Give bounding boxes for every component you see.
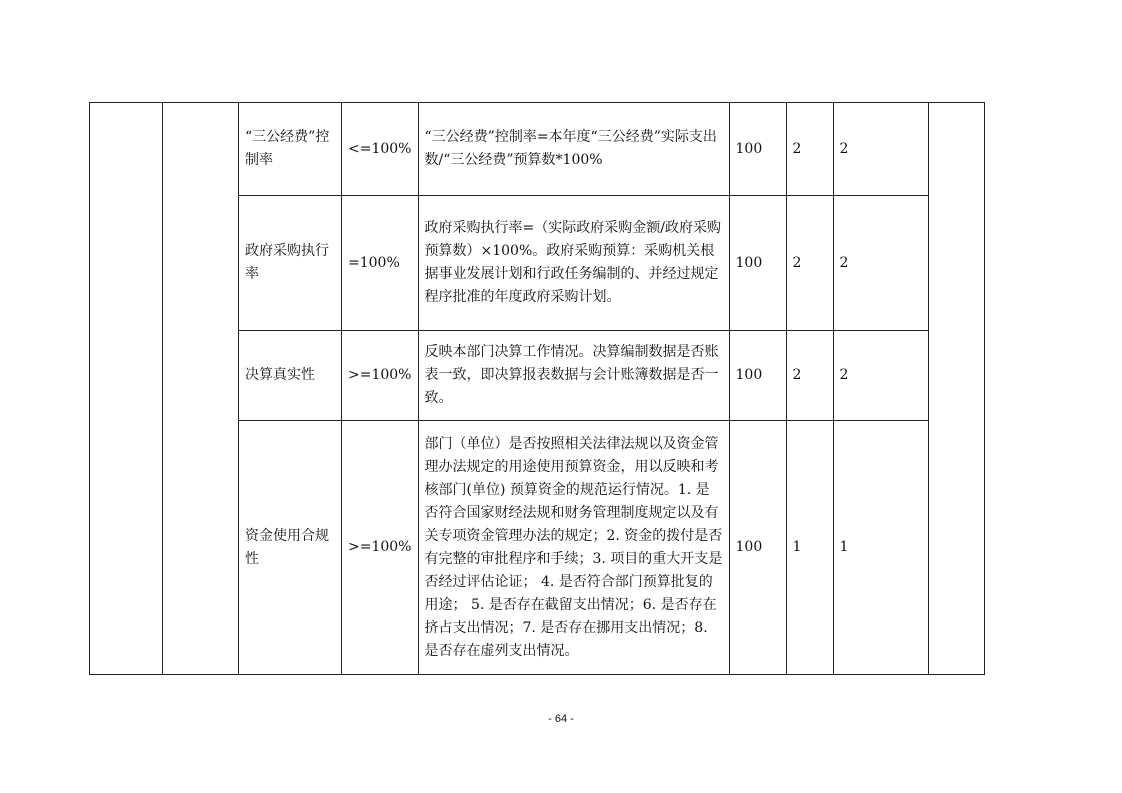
weight-cell: 100 — [729, 103, 786, 196]
weight-cell: 100 — [729, 421, 786, 675]
target-value-cell: >=100% — [342, 421, 419, 675]
score-cell: 2 — [786, 103, 833, 196]
actual-score-cell: 2 — [833, 331, 928, 421]
performance-indicator-table — [89, 102, 985, 675]
score-cell: 1 — [786, 421, 833, 675]
target-value-cell: <=100% — [342, 103, 419, 196]
weight-cell: 100 — [729, 196, 786, 331]
indicator-description-cell: 反映本部门决算工作情况。决算编制数据是否账表一致，即决算报表数据与会计账簿数据是否一致。 — [418, 331, 729, 421]
remarks-cell — [928, 103, 984, 675]
actual-score-cell: 1 — [833, 421, 928, 675]
secondary-indicator-cell — [163, 103, 239, 675]
indicator-name-cell: “三公经费”控制率 — [239, 103, 342, 196]
page-number: - 64 - — [548, 713, 574, 725]
actual-score-cell: 2 — [833, 103, 928, 196]
weight-cell: 100 — [729, 331, 786, 421]
indicator-description-cell: 部门（单位）是否按照相关法律法规以及资金管理办法规定的用途使用预算资金，用以反映和考核部门(单位) 预算资金的规范运行情况。1. 是否符合国家财经法规和财务管理制度规定以及有关专项资金管理办法的规定；2. 资金的拨付是否有完整的审批程序和手续；3. 项目的重大开支是否经过评估论证； 4. 是否符合部门预算批复的用途； 5. 是否存在截留支出情况；6. 是否存在挤占支出情况；7. 是否存在挪用支出情况；8. 是否存在虚列支出情况。 — [418, 421, 729, 675]
primary-indicator-cell — [90, 103, 163, 675]
indicator-description-cell: “三公经费”控制率=本年度“三公经费”实际支出数/“三公经费”预算数*100% — [418, 103, 729, 196]
actual-score-cell: 2 — [833, 196, 928, 331]
target-value-cell: =100% — [342, 196, 419, 331]
table-row — [90, 103, 985, 196]
score-cell: 2 — [786, 196, 833, 331]
score-cell: 2 — [786, 331, 833, 421]
indicator-description-cell: 政府采购执行率=（实际政府采购金额/政府采购预算数）×100%。政府采购预算：采购机关根据事业发展计划和行政任务编制的、并经过规定程序批准的年度政府采购计划。 — [418, 196, 729, 331]
indicator-name-cell: 资金使用合规性 — [239, 421, 342, 675]
indicator-name-cell: 决算真实性 — [239, 331, 342, 421]
target-value-cell: >=100% — [342, 331, 419, 421]
indicator-name-cell: 政府采购执行率 — [239, 196, 342, 331]
